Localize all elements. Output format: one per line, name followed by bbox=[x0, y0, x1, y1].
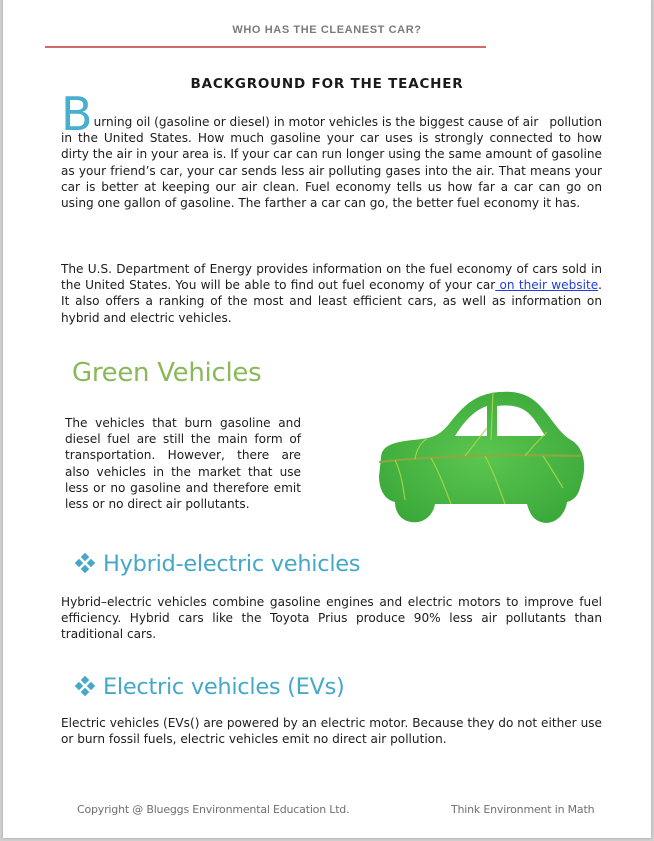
diamond-bullet-icon bbox=[75, 553, 95, 573]
electric-paragraph: Electric vehicles (EVs() are powered by an electric motor. Because they do not either use or burn fossil fuels, electric vehicles emit no direct air pollution. bbox=[61, 716, 602, 747]
car-illustration bbox=[375, 384, 589, 526]
diamond-bullet-icon bbox=[75, 676, 95, 696]
background-paragraph-1 bbox=[61, 87, 602, 211]
hybrid-paragraph: Hybrid–electric vehicles combine gasoline engines and electric motors to improve fuel efficiency. Hybrid cars like the Toyota Prius produce 90% less air pollutants than traditional cars. bbox=[61, 595, 602, 642]
drop-cap: B bbox=[61, 87, 93, 141]
document-page bbox=[3, 0, 651, 838]
electric-heading-text: Electric vehicles (EVs) bbox=[103, 674, 345, 700]
hybrid-electric-heading bbox=[75, 551, 360, 577]
header-rule bbox=[45, 46, 486, 48]
section-title: BACKGROUND FOR THE TEACHER bbox=[190, 76, 464, 92]
green-vehicles-paragraph: The vehicles that burn gasoline and diesel fuel are still the main form of transportation. However, there are also vehicles in the market that use less or no gasoline and therefore emit less or no direct air pollutants. bbox=[65, 416, 301, 512]
footer-copyright: Copyright @ Blueggs Environmental Education Ltd. bbox=[77, 803, 350, 816]
footer-tagline: Think Environment in Math bbox=[451, 803, 595, 816]
green-vehicles-heading: Green Vehicles bbox=[72, 358, 262, 388]
paragraph-2-text: The U.S. Department of Energy provides information on the fuel economy of cars sold in the United States. You will be able to find out fuel economy of your car bbox=[61, 262, 602, 293]
background-paragraph-2 bbox=[61, 261, 602, 326]
paragraph-1-first-line: urning oil (gasoline or diesel) in motor vehicles is the biggest cause of air bbox=[93, 115, 539, 129]
electric-vehicles-heading bbox=[75, 674, 345, 700]
paragraph-1-rest: pollution in the United States. How much gasoline your car uses is strongly connected to how dirty the air in your area is. If your car can run longer using the same amount of gasoline as your friend’s car, your car sends less air polluting gases into the air. That means your car is better at keeping our air clean. Fuel economy tells us how far a car can go on using one gallon of gasoline. The farther a car can go, the better fuel economy it has. bbox=[61, 115, 602, 211]
paragraph-2-text-end: . It also offers a ranking of the most and least efficient cars, as well as information on hybrid and electric vehicles. bbox=[61, 278, 602, 325]
running-header: WHO HAS THE CLEANEST CAR? bbox=[232, 24, 422, 36]
doe-website-link[interactable]: on their website bbox=[495, 278, 599, 293]
hybrid-heading-text: Hybrid-electric vehicles bbox=[103, 551, 361, 577]
green-leaf-car-icon bbox=[375, 384, 589, 526]
